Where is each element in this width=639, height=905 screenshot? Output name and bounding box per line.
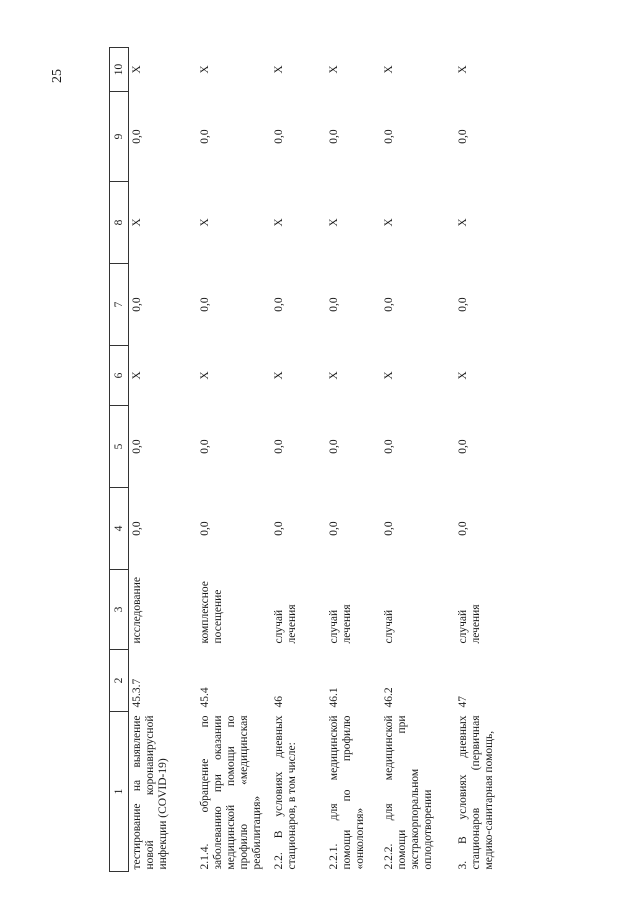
table-row — [197, 48, 271, 872]
table-row — [129, 48, 197, 872]
column-header: 3 — [110, 570, 129, 650]
table-row — [326, 48, 381, 872]
value-cell: 0,0 — [272, 521, 285, 536]
value-cell: X — [382, 218, 395, 227]
value-cell: X — [272, 218, 285, 227]
column-header: 4 — [110, 488, 129, 570]
column-header: 9 — [110, 92, 129, 182]
value-cell: 0,0 — [382, 521, 395, 536]
value-cell: X — [327, 65, 340, 74]
value-cell: X — [131, 218, 143, 227]
table-row — [455, 48, 517, 872]
value-cell: 0,0 — [272, 439, 285, 454]
page-number: 25 — [50, 69, 65, 83]
value-cell: X — [272, 65, 285, 74]
value-cell: 0,0 — [198, 521, 211, 536]
row-name-cell: 2.1.4. обращение по заболеванию при оказании медицинской помощи по профилю «медицинская реабилитация» — [198, 715, 263, 870]
value-cell: 0,0 — [131, 521, 143, 536]
row-name-cell: тестирование на выявление новой коронавирусной инфекции (COVID-19) — [131, 715, 169, 870]
value-cell: X — [456, 371, 469, 380]
value-cell: X — [198, 371, 211, 380]
column-header: 5 — [110, 406, 129, 488]
value-cell: X — [131, 371, 143, 380]
value-cell: 0,0 — [382, 439, 395, 454]
value-cell: 0,0 — [198, 129, 211, 144]
column-header: 8 — [110, 182, 129, 264]
row-name-cell: 2.2. В условиях дневных стационаров, в том числе: — [272, 715, 298, 870]
data-table — [109, 47, 517, 872]
row-number-cell: 46.1 — [327, 687, 340, 708]
value-cell: X — [198, 218, 211, 227]
value-cell: 0,0 — [456, 521, 469, 536]
column-header: 2 — [110, 650, 129, 712]
unit-cell: исследование — [131, 577, 143, 644]
row-name-cell: 2.2.1. для медицинской помощи по профилю «онкология» — [327, 715, 366, 870]
value-cell: 0,0 — [456, 439, 469, 454]
value-cell: X — [272, 371, 285, 380]
value-cell: 0,0 — [131, 129, 143, 144]
value-cell: X — [327, 371, 340, 380]
header-row — [110, 48, 129, 872]
row-number-cell: 46 — [272, 696, 285, 708]
table-row — [381, 48, 455, 872]
unit-cell: случай лечения — [327, 604, 353, 644]
row-name-cell: 2.2.2. для медицинской помощи при экстракорпоральном оплодотворении — [382, 715, 434, 870]
unit-cell: случай лечения — [272, 604, 298, 644]
value-cell: X — [327, 218, 340, 227]
value-cell: 0,0 — [327, 439, 340, 454]
value-cell: 0,0 — [382, 129, 395, 144]
value-cell: X — [198, 65, 211, 74]
column-header: 10 — [110, 48, 129, 92]
value-cell: 0,0 — [272, 129, 285, 144]
value-cell: 0,0 — [131, 297, 143, 312]
value-cell: X — [456, 65, 469, 74]
table-row — [271, 48, 326, 872]
column-header: 7 — [110, 264, 129, 346]
row-name-cell: 3. В условиях дневных стационаров (первичная медико-санитарная помощь, — [456, 715, 495, 870]
column-header: 1 — [110, 712, 129, 872]
value-cell: 0,0 — [382, 297, 395, 312]
value-cell: X — [456, 218, 469, 227]
value-cell: 0,0 — [327, 129, 340, 144]
row-number-cell: 45.4 — [198, 687, 211, 708]
value-cell: 0,0 — [198, 439, 211, 454]
column-header: 6 — [110, 346, 129, 406]
value-cell: 0,0 — [327, 521, 340, 536]
value-cell: 0,0 — [327, 297, 340, 312]
unit-cell: случай — [382, 609, 395, 644]
value-cell: 0,0 — [456, 297, 469, 312]
value-cell: 0,0 — [131, 439, 143, 454]
value-cell: X — [382, 371, 395, 380]
unit-cell: случай лечения — [456, 604, 482, 644]
value-cell: 0,0 — [456, 129, 469, 144]
value-cell: 0,0 — [198, 297, 211, 312]
row-number-cell: 46.2 — [382, 687, 395, 708]
row-number-cell: 47 — [456, 696, 469, 708]
value-cell: X — [382, 65, 395, 74]
row-number-cell: 45.3.7 — [131, 678, 143, 708]
value-cell: 0,0 — [272, 297, 285, 312]
unit-cell: комплексное посещение — [198, 581, 224, 644]
value-cell: X — [131, 65, 143, 74]
